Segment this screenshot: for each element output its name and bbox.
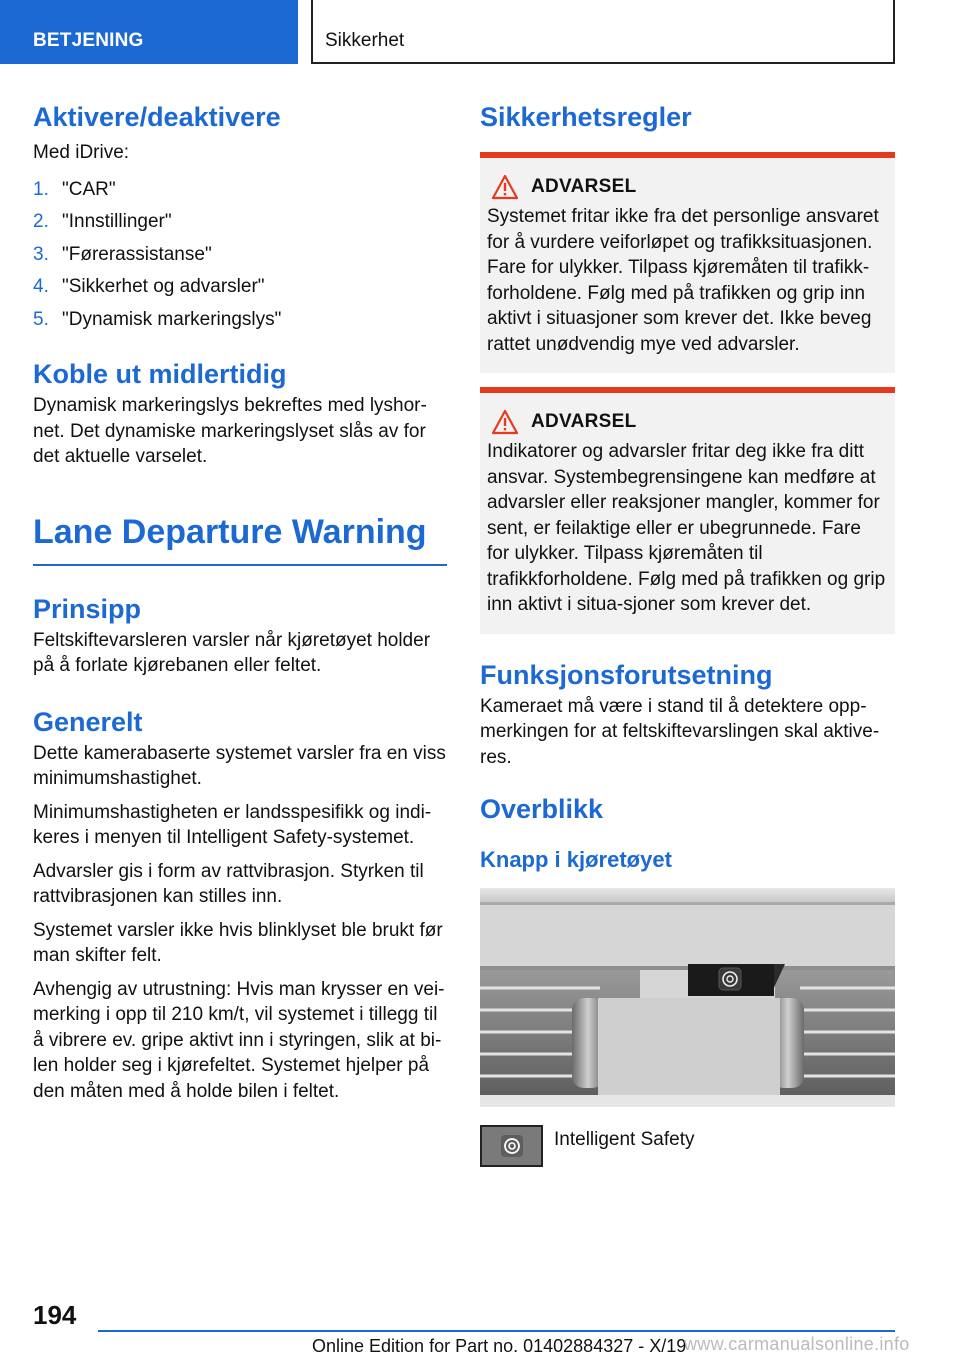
section-rule	[33, 564, 447, 566]
warning-box	[480, 152, 895, 373]
button-heading: Knapp i kjøretøyet	[480, 847, 672, 872]
list-item: 4. "Sikkerhet og advarsler"	[33, 276, 265, 297]
edition-text: Online Edition for Part no. 01402884327 - X/19	[312, 1336, 687, 1356]
section-tab	[0, 0, 298, 64]
general-paragraph: Advarsler gis i form av rattvibrasjon. Styrken til rattvibrasjonen kan stilles inn.	[33, 860, 424, 907]
activate-intro: Med iDrive:	[33, 142, 130, 163]
chapter-tab	[311, 0, 895, 64]
temp-off-body: Dynamisk markeringslys bekreftes med lyshor-net. Det dynamiske markeringslyset slås av for det aktuelle varselet.	[33, 395, 427, 467]
temp-off-heading: Koble ut midlertidig	[33, 359, 287, 389]
list-item: 5. "Dynamisk markeringslys"	[33, 308, 282, 330]
warning-body: Systemet fritar ikke fra det personlige ansvaret for å vurdere veiforløpet og trafikksituasjonen. Fare for ulykker. Tilpass kjøremåten til trafikk-forholdene. Følg med på trafikken og grip inn aktivt i situasjoner som krever det. Ikke beveg rattet unødvendig mye ved advarsler.	[487, 206, 879, 355]
general-heading: Generelt	[33, 706, 143, 737]
list-item: 3. "Førerassistanse"	[33, 243, 212, 265]
safety-heading: Sikkerhetsregler	[480, 102, 692, 132]
chapter-label: Sikkerhet	[325, 30, 405, 51]
activate-heading: Aktivere/deaktivere	[33, 102, 281, 132]
general-paragraph: Dette kamerabaserte systemet varsler fra en viss minimumshastighet.	[33, 742, 446, 789]
intelligent-safety-icon	[480, 1125, 543, 1167]
left-column	[33, 100, 447, 1104]
warning-triangle-icon	[491, 409, 519, 435]
list-item: 1. "CAR"	[33, 178, 116, 200]
general-paragraph: Systemet varsler ikke hvis blinklyset ble brukt før man skifter felt.	[33, 919, 443, 966]
vehicle-button-photo	[480, 888, 895, 1107]
principle-body: Feltskiftevarsleren varsler når kjøretøyet holder på å forlate kjørebanen eller feltet.	[33, 629, 431, 676]
section-title-ldw: Lane Departure Warning	[33, 512, 427, 551]
principle-heading: Prinsipp	[33, 593, 142, 624]
button-caption-row	[480, 1125, 895, 1167]
page-number: 194	[33, 1300, 77, 1330]
button-caption: Intelligent Safety	[554, 1129, 695, 1150]
prereq-heading: Funksjonsforutsetning	[480, 659, 773, 690]
watermark: www.carmanualsonline.info	[684, 1334, 910, 1354]
warning-box	[480, 387, 895, 634]
general-paragraph: Avhengig av utrustning: Hvis man krysser en vei-merking i opp til 210 km/t, vil systemet i tillegg til å vibrere ev. gripe aktivt inn i styringen, slik at bi-len holder seg i kjørefeltet. Systemet hjelper på den måten med å holde bilen i feltet.	[33, 978, 445, 1102]
dashboard-illustration	[480, 888, 895, 1107]
warning-triangle-icon	[491, 174, 519, 200]
list-item: 2. "Innstillinger"	[33, 211, 172, 232]
warning-label: ADVARSEL	[531, 411, 637, 432]
warning-body: Indikatorer og advarsler fritar deg ikke fra ditt ansvar. Systembegrensingene kan medføre at advarsler eller reaksjoner mangler, kommer for sent, er feilaktige eller er ubegrunnede. Fare for ulykker. Tilpass kjøremåten til trafikkforholdene. Følg med på trafikken og grip inn aktivt i situa-sjoner som krever det.	[487, 441, 886, 615]
footer-rule	[98, 1330, 895, 1332]
general-paragraph: Minimumshastigheten er landsspesifikk og indi-keres i menyen til Intelligent Safety-systemet.	[33, 801, 432, 848]
warning-label: ADVARSEL	[531, 176, 637, 197]
activate-steps	[33, 174, 447, 337]
overview-heading: Overblikk	[480, 794, 604, 824]
prereq-body: Kameraet må være i stand til å detektere opp-merkingen for at feltskiftevarslingen skal aktive-res.	[480, 695, 880, 768]
section-label: BETJENING	[33, 30, 144, 51]
right-column	[480, 100, 895, 1167]
